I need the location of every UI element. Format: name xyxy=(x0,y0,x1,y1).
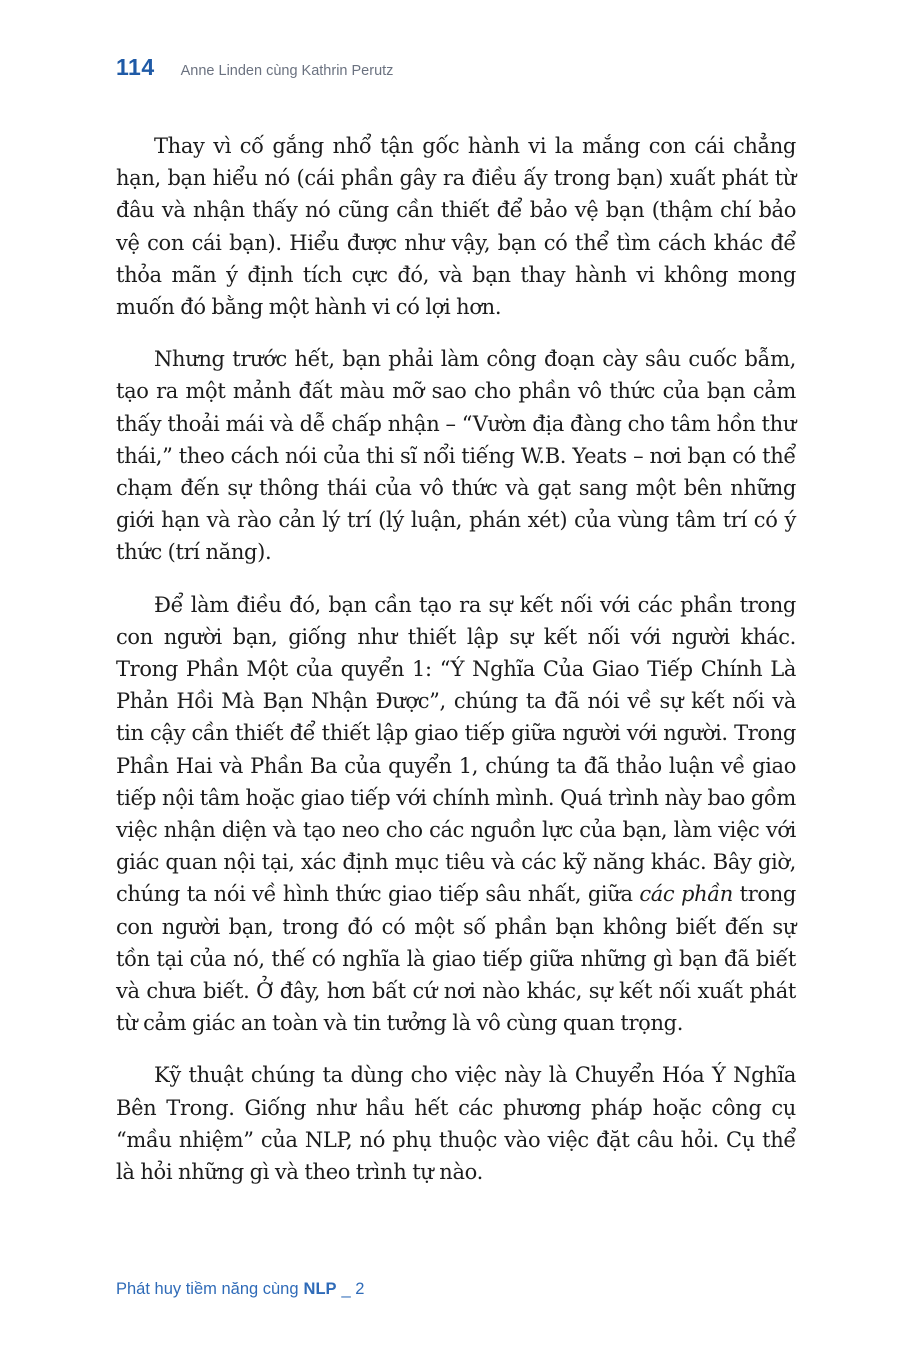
paragraph-4: Kỹ thuật chúng ta dùng cho việc này là Chuyển Hóa Ý Nghĩa Bên Trong. Giống như hầu hết các phương pháp hoặc công cụ “mầu nhiệm” của NLP, nó phụ thuộc vào việc đặt câu hỏi. Cụ thể là hỏi những gì và theo trình tự nào. xyxy=(116,1063,796,1185)
page-number: 114 xyxy=(116,54,155,80)
paragraph-2: Nhưng trước hết, bạn phải làm công đoạn cày sâu cuốc bẫm, tạo ra một mảnh đất màu mỡ sao cho phần vô thức của bạn cảm thấy thoải mái và dễ chấp nhận – “Vườn địa đàng cho tâm hồn thư thái,” theo cách nói của thi sĩ nổi tiếng W.B. Yeats – nơi bạn có thể chạm đến sự thông thái của vô thức và gạt sang một bên những giới hạn và rào cản lý trí (lý luận, phán xét) của vùng tâm trí có ý thức (trí năng). xyxy=(116,347,796,565)
paragraph-3 xyxy=(116,589,796,1040)
body-text xyxy=(116,130,796,1208)
footer-brand: NLP xyxy=(303,1280,337,1298)
paragraph-3-text-before: Để làm điều đó, bạn cần tạo ra sự kết nối với các phần trong con người bạn, giống như thiết lập sự kết nối với người khác. Trong Phần Một của quyển 1: “Ý Nghĩa Của Giao Tiếp Chính Là Phản Hồi Mà Bạn Nhận Được”, chúng ta đã nói về sự kết nối và tin cậy cần thiết để thiết lập giao tiếp giữa người với người. Trong Phần Hai và Phần Ba của quyển 1, chúng ta đã thảo luận về giao tiếp nội tâm hoặc giao tiếp với chính mình. Quá trình này bao gồm việc nhận diện và tạo neo cho các nguồn lực của bạn, làm việc với giác quan nội tại, xác định mục tiêu và các kỹ năng khác. Bây giờ, chúng ta nói về hình thức giao tiếp sâu nhất, giữa xyxy=(116,592,796,907)
running-header xyxy=(116,54,393,86)
paragraph-3-text-after: trong con người bạn, trong đó có một số phần bạn không biết đến sự tồn tại của nó, thế có nghĩa là giao tiếp giữa những gì bạn đã biết và chưa biết. Ở đây, hơn bất cứ nơi nào khác, sự kết nối xuất phát từ cảm giác an toàn và tin tưởng là vô cùng quan trọng. xyxy=(116,882,796,1036)
footer-book-title: Phát huy tiềm năng cùng xyxy=(116,1280,299,1298)
footer-volume: _ 2 xyxy=(341,1280,365,1298)
running-footer xyxy=(116,1280,364,1299)
paragraph-1: Thay vì cố gắng nhổ tận gốc hành vi la mắng con cái chẳng hạn, bạn hiểu nó (cái phần gây ra điều ấy trong bạn) xuất phát từ đâu và nhận thấy nó cũng cần thiết để bảo vệ bạn (thậm chí bảo vệ con cái bạn). Hiểu được như vậy, bạn có thể tìm cách khác để thỏa mãn ý định tích cực đó, và bạn thay hành vi không mong muốn đó bằng một hành vi có lợi hơn. xyxy=(116,134,796,320)
paragraph-3-emphasis: các phần xyxy=(639,882,733,907)
author-line: Anne Linden cùng Kathrin Perutz xyxy=(180,63,394,79)
